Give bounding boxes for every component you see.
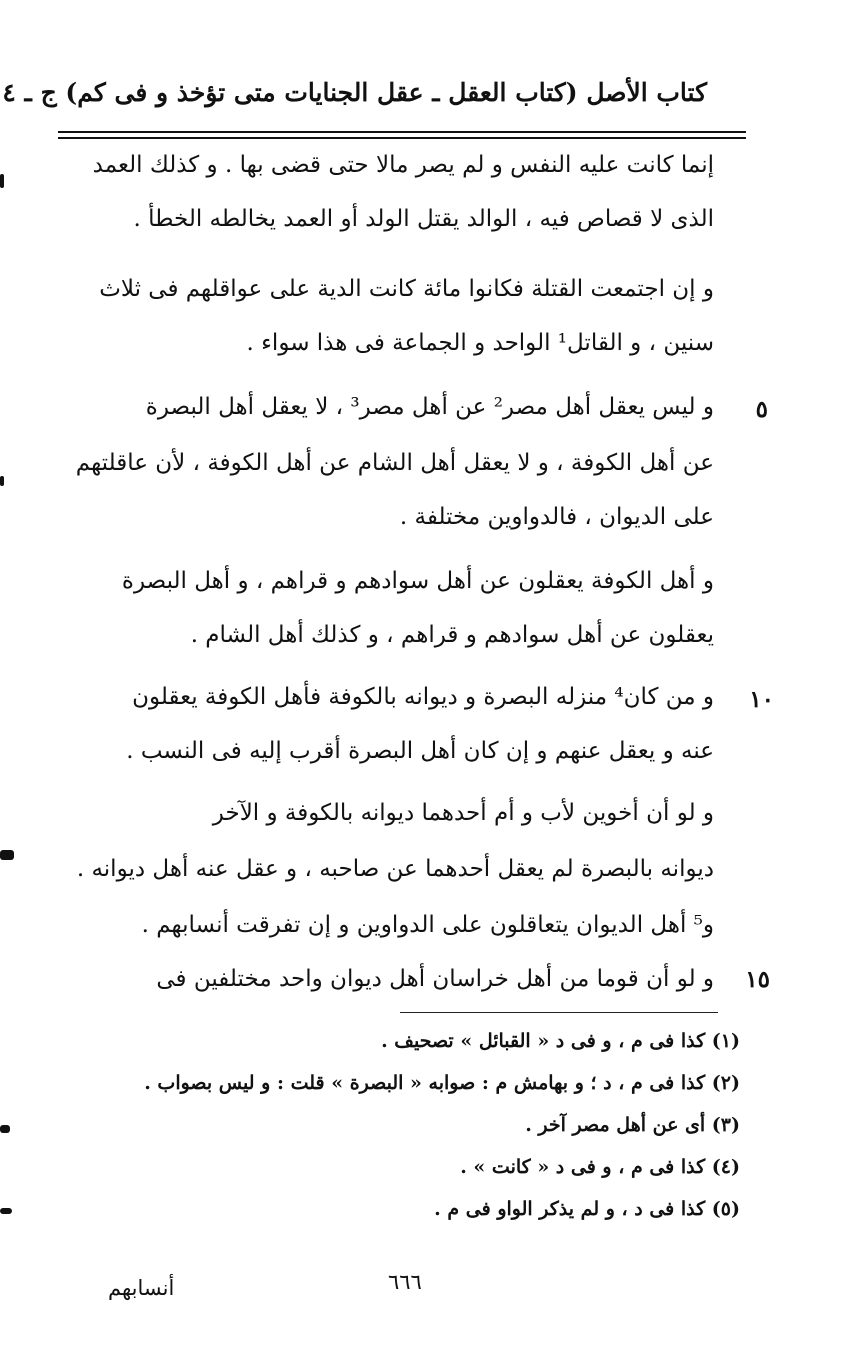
footnote: (٤) كذا فى م ، و فى د « كانت » . xyxy=(460,1156,740,1178)
footnote: (١) كذا فى م ، و فى د « القبائل » تصحيف . xyxy=(381,1030,740,1052)
text-line: و لو أن قوما من أهل خراسان أهل ديوان واحد مختلفين فى xyxy=(156,966,714,992)
line-number: ١٥ xyxy=(745,966,770,993)
page-number: ٦٦٦ xyxy=(388,1270,422,1294)
scan-mark xyxy=(0,476,4,486)
scan-mark xyxy=(0,1125,10,1133)
text-line: الذى لا قصاص فيه ، الوالد يقتل الولد أو العمد يخالطه الخطأ . xyxy=(133,206,714,232)
text-line: يعقلون عن أهل سوادهم و قراهم ، و كذلك أهل الشام . xyxy=(190,622,714,648)
footnote-separator xyxy=(400,1012,718,1013)
text-line: إنما كانت عليه النفس و لم يصر مالا حتى قضى بها . و كذلك العمد xyxy=(92,152,714,178)
text-line: سنين ، و القاتل¹ الواحد و الجماعة فى هذا سواء . xyxy=(246,330,714,356)
text-line: و⁵ أهل الديوان يتعاقلون على الدواوين و إن تفرقت أنسابهم . xyxy=(141,912,714,938)
text-line: عن أهل الكوفة ، و لا يعقل أهل الشام عن أهل الكوفة ، لأن عاقلتهم xyxy=(75,450,714,476)
catchword: أنسابهم xyxy=(108,1276,175,1300)
text-line: و ليس يعقل أهل مصر² عن أهل مصر³ ، لا يعقل أهل البصرة xyxy=(145,394,714,420)
text-line: عنه و يعقل عنهم و إن كان أهل البصرة أقرب إليه فى النسب . xyxy=(126,738,714,764)
text-line: و من كان⁴ منزله البصرة و ديوانه بالكوفة فأهل الكوفة يعقلون xyxy=(132,684,714,710)
line-number: ٥ xyxy=(755,396,768,423)
footnote: (٥) كذا فى د ، و لم يذكر الواو فى م . xyxy=(434,1198,740,1220)
main-text xyxy=(74,0,714,1010)
scan-mark xyxy=(0,174,4,188)
scan-mark xyxy=(0,1208,12,1214)
footnote: (٣) أى عن أهل مصر آخر . xyxy=(525,1114,740,1136)
scan-mark xyxy=(0,850,14,860)
text-line: على الديوان ، فالدواوين مختلفة . xyxy=(399,504,714,530)
text-line: و أهل الكوفة يعقلون عن أهل سوادهم و قراهم ، و أهل البصرة xyxy=(121,568,714,594)
footnote: (٢) كذا فى م ، د ؛ و بهامش م : صوابه « البصرة » قلت : و ليس بصواب . xyxy=(144,1072,740,1094)
line-number: ١٠ xyxy=(749,686,774,713)
text-line: و إن اجتمعت القتلة فكانوا مائة كانت الدية على عواقلهم فى ثلاث xyxy=(99,276,714,302)
text-line: و لو أن أخوين لأب و أم أحدهما ديوانه بالكوفة و الآخر xyxy=(212,800,714,826)
text-line: ديوانه بالبصرة لم يعقل أحدهما عن صاحبه ، و عقل عنه أهل ديوانه . xyxy=(76,856,714,882)
running-header: كتاب الأصل (كتاب العقل ـ عقل الجنايات متى تؤخذ و فى كم) ج ـ ٤ xyxy=(2,78,707,107)
